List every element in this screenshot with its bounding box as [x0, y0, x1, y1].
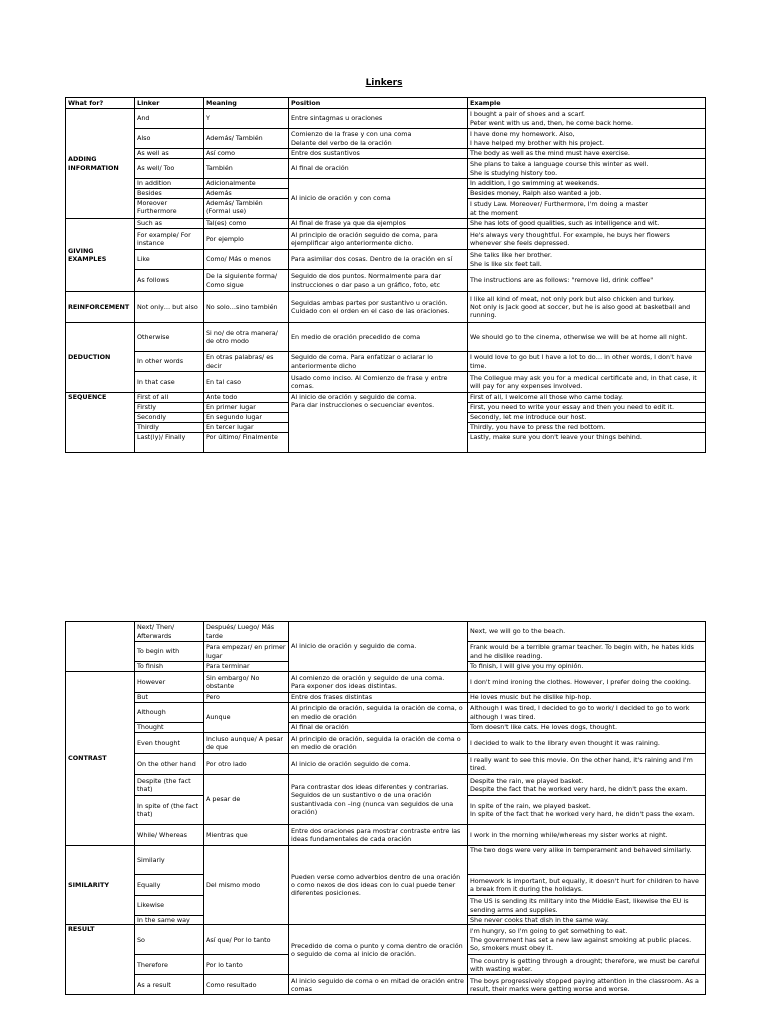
example-cell: Lastly, make sure you don't leave your things behind. [468, 433, 706, 453]
table-row [66, 292, 706, 323]
meaning-cell: Incluso aunque/ A pesar de que [204, 733, 289, 754]
example-cell: I don't mind ironing the clothes. However, I prefer doing the cooking. [468, 672, 706, 693]
meaning-cell: Por otro lado [204, 754, 289, 775]
position-cell: Al inicio seguido de coma o en mitad de oración entre comas [289, 975, 468, 995]
example-cell: The US is sending its military into the Middle East, likewise the EU is sending arms and supplies. [468, 896, 706, 916]
linker-cell: Thirdly [135, 423, 204, 433]
meaning-cell: Adicionalmente [204, 179, 289, 189]
table-row [66, 352, 706, 372]
linkers-table-1 [65, 97, 706, 453]
linker-cell: Equally [135, 875, 204, 896]
meaning-cell: Aunque [204, 703, 289, 733]
header-meaning: Meaning [204, 98, 289, 109]
example-cell: I would love to go but I have a lot to do… in other words, I don't have time. [468, 352, 706, 372]
example-cell: She never cooks that dish in the same way. [468, 916, 706, 925]
table-row [66, 975, 706, 995]
example-cell: Frank would be a terrible gramar teacher. To begin with, he hates kids and he dislike reading. [468, 642, 706, 662]
section-label: GIVING EXAMPLES [66, 219, 135, 292]
position-cell: Al principio de oración, seguida la oración de coma, o en medio de oración [289, 703, 468, 723]
meaning-cell: Del mismo modo [204, 846, 289, 925]
example-cell: In spite of the rain, we played basket. In spite of the fact that he worked very hard, he didn't pass the exam. [468, 796, 706, 825]
position-cell: Para contrastar dos ideas diferentes y contrarias. Seguidos de un sustantivo o de una oración sustantivada con –ing (nunca van seguidos de una oración) [289, 775, 468, 825]
table-row [66, 846, 706, 875]
table-row [66, 393, 706, 403]
example-cell: First, you need to write your essay and then you need to edit it. [468, 403, 706, 413]
table-row [66, 733, 706, 754]
meaning-cell: Por lo tanto [204, 955, 289, 975]
example-cell: The instructions are as follows: "remove lid, drink coffee" [468, 270, 706, 292]
meaning-cell: Así como [204, 149, 289, 159]
linker-cell: As a result [135, 975, 204, 995]
example-cell: We should go to the cinema, otherwise we will be at home all night. [468, 323, 706, 352]
linker-cell: Besides [135, 189, 204, 199]
example-cell: She talks like her brother. She is like six feet tall. [468, 250, 706, 270]
position-cell: Entre sintagmas u oraciones [289, 109, 468, 129]
position-cell: Para asimilar dos cosas. Dentro de la oración en sí [289, 250, 468, 270]
position-cell: Al inicio de oración y con coma [289, 179, 468, 219]
example-cell: Although I was tired, I decided to go to work/ I decided to go to work although I was tired. [468, 703, 706, 723]
linker-cell: To begin with [135, 642, 204, 662]
linker-cell: Otherwise [135, 323, 204, 352]
example-cell: I bought a pair of shoes and a scarf. Peter went with us and, then, he come back home. [468, 109, 706, 129]
linker-cell: And [135, 109, 204, 129]
linker-cell: Also [135, 129, 204, 149]
section-label: SIMILARITY [66, 846, 135, 925]
table-row [66, 149, 706, 159]
position-cell: Al principio de oración seguido de coma, para ejemplificar algo anteriormente dicho. [289, 229, 468, 250]
table-row [66, 129, 706, 149]
linker-cell: As well as [135, 149, 204, 159]
position-cell: Comienzo de la frase y con una coma Delante del verbo de la oración [289, 129, 468, 149]
example-cell: I study Law. Moreover/ Furthermore, I'm doing a master at the moment [468, 199, 706, 219]
example-cell: I have done my homework. Also, I have helped my brother with his project. [468, 129, 706, 149]
linker-cell: In other words [135, 352, 204, 372]
linkers-table-2 [65, 621, 706, 995]
position-cell: Seguidas ambas partes por sustantivo u oración. Cuidado con el orden en el caso de las oraciones. [289, 292, 468, 323]
linker-cell: Even thought [135, 733, 204, 754]
position-cell: Al inicio de oración seguido de coma. [289, 754, 468, 775]
linker-cell: To finish [135, 662, 204, 672]
position-cell: Entre dos oraciones para mostrar contraste entre las ideas fundamentales de cada oración [289, 825, 468, 846]
position-cell: Entre dos frases distintas [289, 693, 468, 703]
table-row [66, 109, 706, 129]
table-row [66, 219, 706, 229]
position-cell: Al final de oración [289, 723, 468, 733]
meaning-cell: También [204, 159, 289, 179]
meaning-cell: Además [204, 189, 289, 199]
meaning-cell: Para empezar/ en primer lugar [204, 642, 289, 662]
example-cell: Homework is important, but equally, it doesn't hurt for children to have a break from it during the holidays. [468, 875, 706, 896]
table-row [66, 723, 706, 733]
linker-cell: First of all [135, 393, 204, 403]
linker-cell: Thought [135, 723, 204, 733]
meaning-cell: Y [204, 109, 289, 129]
header-row [66, 98, 706, 109]
linker-cell: However [135, 672, 204, 693]
example-cell: The two dogs were very alike in temperament and behaved similarly. [468, 846, 706, 875]
position-cell: Precedido de coma o punto y coma dentro de oración o seguido de coma al inicio de oración. [289, 925, 468, 975]
linker-cell: Although [135, 703, 204, 723]
meaning-cell: Como/ Más o menos [204, 250, 289, 270]
position-cell: Seguido de coma. Para enfatizar o aclarar lo anteriormente dicho [289, 352, 468, 372]
linker-cell: Last(ly)/ Finally [135, 433, 204, 453]
example-cell: I really want to see this movie. On the other hand, it's raining and I'm tired. [468, 754, 706, 775]
position-cell: Al inicio de oración y seguido de coma. [289, 622, 468, 672]
meaning-cell: Después/ Luego/ Más tarde [204, 622, 289, 642]
table-row [66, 622, 706, 642]
meaning-cell: Por último/ Finalmente [204, 433, 289, 453]
meaning-cell: Ante todo [204, 393, 289, 403]
meaning-cell: En primer lugar [204, 403, 289, 413]
position-cell: En medio de oración precedido de coma [289, 323, 468, 352]
example-cell: To finish, I will give you my opinión. [468, 662, 706, 672]
example-cell: He's always very thoughtful. For example, he buys her flowers whenever she feels depressed. [468, 229, 706, 250]
meaning-cell: A pesar de [204, 775, 289, 825]
page-title: Linkers [365, 78, 403, 88]
meaning-cell: En tal caso [204, 372, 289, 393]
header-what-for: What for? [66, 98, 135, 109]
meaning-cell: En tercer lugar [204, 423, 289, 433]
section-label: REINFORCEMENT [66, 292, 135, 323]
example-cell: Besides money, Ralph also wanted a job. [468, 189, 706, 199]
example-cell: In addition, I go swimming at weekends. [468, 179, 706, 189]
linker-cell: While/ Whereas [135, 825, 204, 846]
table-row [66, 775, 706, 796]
example-cell: The body as well as the mind must have exercise. [468, 149, 706, 159]
linker-cell: In addition [135, 179, 204, 189]
table-row [66, 672, 706, 693]
example-cell: The boys progressively stopped paying attention in the classroom. As a result, their marks were getting worse and worse. [468, 975, 706, 995]
meaning-cell: Sin embargo/ No obstante [204, 672, 289, 693]
example-cell: Despite the rain, we played basket. Despite the fact that he worked very hard, he didn't pass the exam. [468, 775, 706, 796]
section-label: RESULT [66, 925, 135, 995]
linker-cell: As follows [135, 270, 204, 292]
meaning-cell: Si no/ de otra manera/ de otro modo [204, 323, 289, 352]
header-example: Example [468, 98, 706, 109]
linker-cell: Like [135, 250, 204, 270]
meaning-cell: No solo…sino también [204, 292, 289, 323]
example-cell: She has lots of good qualities, such as intelligence and wit. [468, 219, 706, 229]
position-cell: Pueden verse como adverbios dentro de una oración o como nexos de dos ideas con lo cual puede tener diferentes posiciones. [289, 846, 468, 925]
table-row [66, 179, 706, 189]
meaning-cell: Mientras que [204, 825, 289, 846]
table-row [66, 825, 706, 846]
example-cell: Next, we will go to the beach. [468, 622, 706, 642]
example-cell: He loves music but he dislike hip-hop. [468, 693, 706, 703]
position-cell: Al final de frase ya que da ejemplos [289, 219, 468, 229]
example-cell: I'm hungry, so I'm going to get something to eat. The government has set a new law against smoking at public places. So, smokers must obey it. [468, 925, 706, 955]
linker-cell: As well/ Too [135, 159, 204, 179]
table-row [66, 703, 706, 723]
linker-cell: Next/ Then/ Afterwards [135, 622, 204, 642]
linker-cell: Likewise [135, 896, 204, 916]
linker-cell: On the other hand [135, 754, 204, 775]
section-label-empty [66, 622, 135, 672]
example-cell: Thirdly, you have to press the red bottom. [468, 423, 706, 433]
position-cell: Al final de oración [289, 159, 468, 179]
example-cell: I decided to walk to the library even thought it was raining. [468, 733, 706, 754]
position-cell: Entre dos sustantivos [289, 149, 468, 159]
example-cell: First of all, I welcome all those who came today. [468, 393, 706, 403]
linker-cell: Not only… but also [135, 292, 204, 323]
meaning-cell: Así que/ Por lo tanto [204, 925, 289, 955]
example-cell: Secondly, let me introduce our host. [468, 413, 706, 423]
example-cell: The Collegue may ask you for a medical certificate and, in that case, it will pay for any expenses involved. [468, 372, 706, 393]
position-cell: Al comienzo de oración y seguido de una coma. Para exponer dos ideas distintas. [289, 672, 468, 693]
linker-cell: So [135, 925, 204, 955]
section-label: CONTRAST [66, 672, 135, 846]
section-label: DEDUCTION [66, 323, 135, 393]
linker-cell: Moreover Furthermore [135, 199, 204, 219]
section-label: ADDING INFORMATION [66, 109, 135, 219]
linker-cell: Therefore [135, 955, 204, 975]
linker-cell: Similarly [135, 846, 204, 875]
linker-cell: Such as [135, 219, 204, 229]
table-row [66, 323, 706, 352]
meaning-cell: Además/ También (Formal use) [204, 199, 289, 219]
linker-cell: In that case [135, 372, 204, 393]
meaning-cell: Pero [204, 693, 289, 703]
table-row [66, 250, 706, 270]
linker-cell: In spite of (the fact that) [135, 796, 204, 825]
meaning-cell: De la siguiente forma/ Como sigue [204, 270, 289, 292]
meaning-cell: En segundo lugar [204, 413, 289, 423]
linker-cell: But [135, 693, 204, 703]
example-cell: The country is getting through a drought; therefore, we must be careful with wasting water. [468, 955, 706, 975]
linker-cell: Secondly [135, 413, 204, 423]
position-cell: Usado como inciso. Al Comienzo de frase y entre comas. [289, 372, 468, 393]
example-cell: Tom doesn't like cats. He loves dogs, thought. [468, 723, 706, 733]
linker-cell: In the same way [135, 916, 204, 925]
meaning-cell: Para terminar [204, 662, 289, 672]
linker-cell: For example/ For instance [135, 229, 204, 250]
table-row [66, 693, 706, 703]
section-label: SEQUENCE [66, 393, 135, 453]
meaning-cell: Por ejemplo [204, 229, 289, 250]
meaning-cell: Además/ También [204, 129, 289, 149]
meaning-cell: Tal(es) como [204, 219, 289, 229]
table-row [66, 270, 706, 292]
linker-cell: Firstly [135, 403, 204, 413]
position-cell: Al principio de oración, seguida la oración de coma o en medio de oración [289, 733, 468, 754]
meaning-cell: En otras palabras/ es decir [204, 352, 289, 372]
header-linker: Linker [135, 98, 204, 109]
position-cell: Al inicio de oración y seguido de coma. Para dar instrucciones o secuenciar eventos. [289, 393, 468, 453]
example-cell: I work in the morning while/whereas my sister works at night. [468, 825, 706, 846]
meaning-cell: Como resultado [204, 975, 289, 995]
table-row [66, 159, 706, 179]
position-cell: Seguido de dos puntos. Normalmente para dar instrucciones o dar paso a un gráfico, foto, etc [289, 270, 468, 292]
table-row [66, 754, 706, 775]
table-row [66, 372, 706, 393]
example-cell: She plans to take a language course this winter as well. She is studying history too. [468, 159, 706, 179]
table-row [66, 925, 706, 955]
example-cell: I like all kind of meat, not only pork but also chicken and turkey. Not only is Jack good at soccer, but he is also good at basketball and running. [468, 292, 706, 323]
header-position: Position [289, 98, 468, 109]
linker-cell: Despite (the fact that) [135, 775, 204, 796]
table-row [66, 229, 706, 250]
